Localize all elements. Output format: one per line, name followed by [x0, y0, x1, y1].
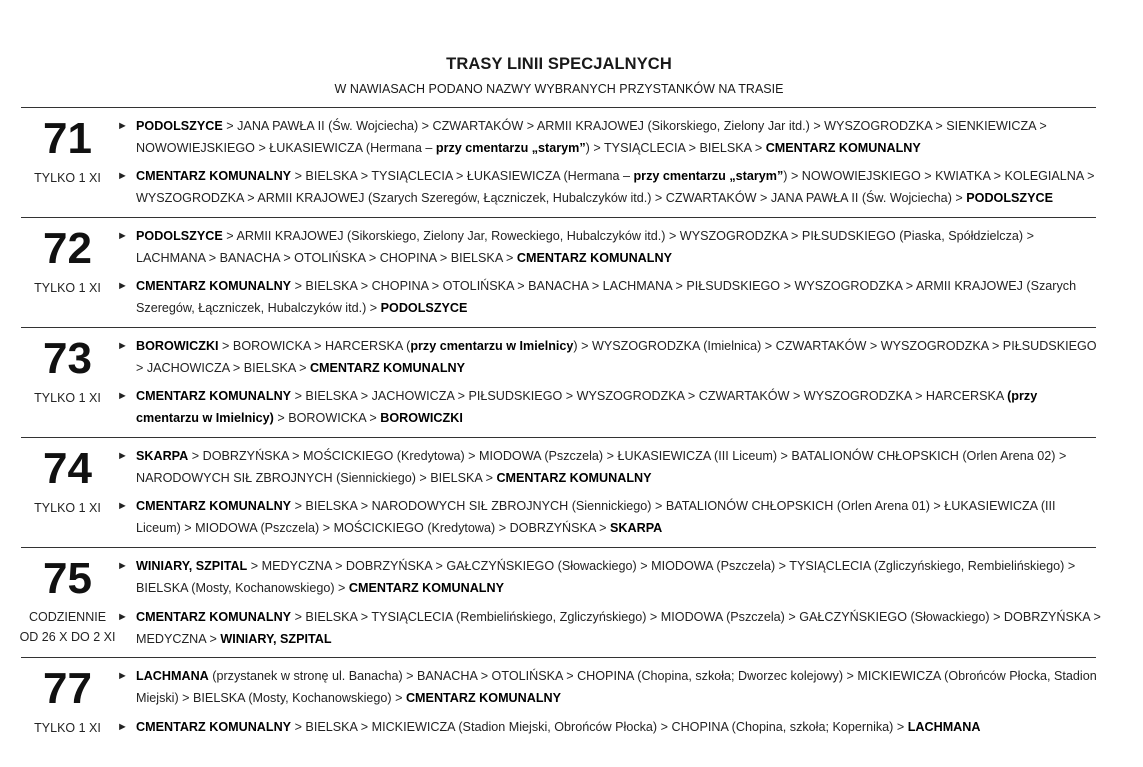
- line-number: 72: [43, 224, 92, 273]
- route-text: CMENTARZ KOMUNALNY > BIELSKA > JACHOWICZA > PIŁSUDSKIEGO > WYSZOGRODZKA > CZWARTAKÓW > WYSZOGRODZKA > HARCERSKA (przy cmentarzu w Imielnicy) > BOROWICKA > BOROWICZKI: [136, 389, 1038, 425]
- route-text: CMENTARZ KOMUNALNY > BIELSKA > MICKIEWICZA (Stadion Miejski, Obrońców Płocka) > CHOPINA (Chopina, szkoła; Kopernika) > LACHMANA: [136, 720, 981, 734]
- stop-name-bold: CMENTARZ KOMUNALNY: [516, 251, 672, 265]
- section-divider: [21, 327, 1096, 328]
- direction-arrow-icon: ►: [117, 230, 128, 242]
- line-number: 71: [43, 114, 92, 163]
- stop-name-bold: przy cmentarzu w Imielnicy: [410, 339, 574, 353]
- service-note: CODZIENNIE: [28, 610, 107, 624]
- section-divider: [21, 437, 1096, 438]
- stop-name-bold: CMENTARZ KOMUNALNY: [136, 720, 292, 734]
- stop-name-bold: CMENTARZ KOMUNALNY: [136, 389, 292, 403]
- stop-name-bold: PODOLSZYCE: [966, 191, 1054, 205]
- direction-arrow-icon: ►: [117, 280, 128, 292]
- stop-name-bold: LACHMANA: [136, 669, 209, 683]
- service-note: TYLKO 1 XI: [34, 501, 101, 515]
- route-outbound: [117, 225, 1102, 269]
- stop-name-bold: PODOLSZYCE: [136, 229, 223, 243]
- section-divider: [21, 547, 1096, 548]
- stop-name-bold: SKARPA: [136, 449, 189, 463]
- stop-name-bold: CMENTARZ KOMUNALNY: [496, 471, 652, 485]
- route-return: [117, 606, 1102, 650]
- stop-name-bold: BOROWICZKI: [380, 411, 463, 425]
- service-note: OD 26 X DO 2 XI: [19, 630, 116, 644]
- section-divider: [21, 107, 1096, 108]
- stop-name-bold: PODOLSZYCE: [380, 301, 468, 315]
- stop-name-bold: PODOLSZYCE: [136, 119, 223, 133]
- route-outbound: [117, 445, 1102, 489]
- section-divider: [21, 657, 1096, 658]
- route-text: CMENTARZ KOMUNALNY > BIELSKA > CHOPINA > OTOLIŃSKA > BANACHA > LACHMANA > PIŁSUDSKIEGO > WYSZOGRODZKA > ARMII KRAJOWEJ (Szarych Szeregów, Łączniczek, Hubalczyków itd.) > PODOLSZYCE: [136, 279, 1077, 315]
- page-title: TRASY LINII SPECJALNYCH: [446, 55, 672, 73]
- route-text: WINIARY, SZPITAL > MEDYCZNA > DOBRZYŃSKA > GAŁCZYŃSKIEGO (Słowackiego) > MIODOWA (Pszczela) > TYSIĄCLECIA (Zgliczyńskiego, Rembielińskiego) > BIELSKA (Mosty, Kochanowskiego) > CMENTARZ KOMUNALNY: [136, 559, 1076, 595]
- direction-arrow-icon: ►: [117, 560, 128, 572]
- route-outbound: [117, 665, 1102, 709]
- stop-name-bold: BOROWICZKI: [136, 339, 219, 353]
- route-return: [117, 716, 1102, 738]
- direction-arrow-icon: ►: [117, 170, 128, 182]
- stop-name-bold: LACHMANA: [907, 720, 981, 734]
- route-outbound: [117, 335, 1102, 379]
- direction-arrow-icon: ►: [117, 500, 128, 512]
- route-text: PODOLSZYCE > JANA PAWŁA II (Św. Wojciecha) > CZWARTAKÓW > ARMII KRAJOWEJ (Sikorskiego, Zielony Jar itd.) > WYSZOGRODZKA > SIENKIEWICZA > NOWOWIEJSKIEGO > ŁUKASIEWICZA (Hermana – przy cmentarzu „starym”) > TYSIĄCLECIA > BIELSKA > CMENTARZ KOMUNALNY: [136, 119, 1047, 155]
- line-number: 73: [43, 334, 92, 383]
- stop-name-bold: WINIARY, SZPITAL: [220, 632, 332, 646]
- stop-name-bold: przy cmentarzu „starym”: [435, 141, 586, 155]
- route-text: SKARPA > DOBRZYŃSKA > MOŚCICKIEGO (Kredytowa) > MIODOWA (Pszczela) > ŁUKASIEWICZA (III Liceum) > BATALIONÓW CHŁOPSKICH (Orlen Arena 02) > NARODOWYCH SIŁ ZBROJNYCH (Siennickiego) > BIELSKA > CMENTARZ KOMUNALNY: [136, 449, 1067, 485]
- service-note: TYLKO 1 XI: [34, 281, 101, 295]
- direction-arrow-icon: ►: [117, 670, 128, 682]
- stop-name-bold: CMENTARZ KOMUNALNY: [136, 499, 292, 513]
- direction-arrow-icon: ►: [117, 120, 128, 132]
- stop-name-bold: CMENTARZ KOMUNALNY: [136, 169, 292, 183]
- route-return: [117, 495, 1102, 539]
- stop-name-bold: CMENTARZ KOMUNALNY: [309, 361, 466, 375]
- stop-name-bold: CMENTARZ KOMUNALNY: [765, 141, 921, 155]
- stop-name-bold: CMENTARZ KOMUNALNY: [136, 279, 292, 293]
- stop-name-bold: CMENTARZ KOMUNALNY: [405, 691, 562, 705]
- direction-arrow-icon: ►: [117, 340, 128, 352]
- direction-arrow-icon: ►: [117, 450, 128, 462]
- direction-arrow-icon: ►: [117, 390, 128, 402]
- service-note: TYLKO 1 XI: [34, 721, 101, 735]
- service-note: TYLKO 1 XI: [34, 171, 101, 185]
- route-return: [117, 275, 1102, 319]
- line-number: 77: [43, 664, 92, 713]
- service-note: TYLKO 1 XI: [34, 391, 101, 405]
- line-number: 74: [43, 444, 92, 493]
- route-outbound: [117, 115, 1102, 159]
- route-outbound: [117, 555, 1102, 599]
- stop-name-bold: SKARPA: [610, 521, 663, 535]
- route-return: [117, 165, 1102, 209]
- stop-name-bold: CMENTARZ KOMUNALNY: [348, 581, 504, 595]
- stop-name-bold: CMENTARZ KOMUNALNY: [136, 610, 292, 624]
- route-text: LACHMANA (przystanek w stronę ul. Banacha) > BANACHA > OTOLIŃSKA > CHOPINA (Chopina, szkoła; Dworzec kolejowy) > MICKIEWICZA (Obrońców Płocka, Stadion Miejski) > BIELSKA (Mosty, Kochanowskiego) > CMENTARZ KOMUNALNY: [136, 669, 1097, 705]
- route-text: PODOLSZYCE > ARMII KRAJOWEJ (Sikorskiego, Zielony Jar, Roweckiego, Hubalczyków itd.) > WYSZOGRODZKA > PIŁSUDSKIEGO (Piaska, Spółdzielcza) > LACHMANA > BANACHA > OTOLIŃSKA > CHOPINA > BIELSKA > CMENTARZ KOMUNALNY: [136, 229, 1034, 265]
- route-text: CMENTARZ KOMUNALNY > BIELSKA > NARODOWYCH SIŁ ZBROJNYCH (Siennickiego) > BATALIONÓW CHŁOPSKICH (Orlen Arena 01) > ŁUKASIEWICZA (III Liceum) > MIODOWA (Pszczela) > MOŚCICKIEGO (Kredytowa) > DOBRZYŃSKA > SKARPA: [136, 499, 1056, 535]
- stop-name-bold: WINIARY, SZPITAL: [136, 559, 248, 573]
- route-text: CMENTARZ KOMUNALNY > BIELSKA > TYSIĄCLECIA (Rembielińskiego, Zgliczyńskiego) > MIODOWA (Pszczela) > GAŁCZYŃSKIEGO (Słowackiego) > DOBRZYŃSKA > MEDYCZNA > WINIARY, SZPITAL: [136, 610, 1101, 646]
- route-text: CMENTARZ KOMUNALNY > BIELSKA > TYSIĄCLECIA > ŁUKASIEWICZA (Hermana – przy cmentarzu „starym”) > NOWOWIEJSKIEGO > KWIATKA > KOLEGIALNA > WYSZOGRODZKA > ARMII KRAJOWEJ (Szarych Szeregów, Łączniczek, Hubalczyków itd.) > CZWARTAKÓW > JANA PAWŁA II (Św. Wojciecha) > PODOLSZYCE: [136, 169, 1095, 205]
- route-text: BOROWICZKI > BOROWICKA > HARCERSKA (przy cmentarzu w Imielnicy) > WYSZOGRODZKA (Imielnica) > CZWARTAKÓW > WYSZOGRODZKA > PIŁSUDSKIEGO > JACHOWICZA > BIELSKA > CMENTARZ KOMUNALNY: [136, 339, 1097, 375]
- route-return: [117, 385, 1102, 429]
- line-number: 75: [43, 554, 92, 603]
- page-subtitle: W NAWIASACH PODANO NAZWY WYBRANYCH PRZYSTANKÓW NA TRASIE: [334, 82, 784, 96]
- section-divider: [21, 217, 1096, 218]
- direction-arrow-icon: ►: [117, 721, 128, 733]
- stop-name-bold: przy cmentarzu „starym”: [633, 169, 784, 183]
- direction-arrow-icon: ►: [117, 611, 128, 623]
- stop-name-bold: (przy cmentarzu w Imielnicy): [136, 389, 1038, 425]
